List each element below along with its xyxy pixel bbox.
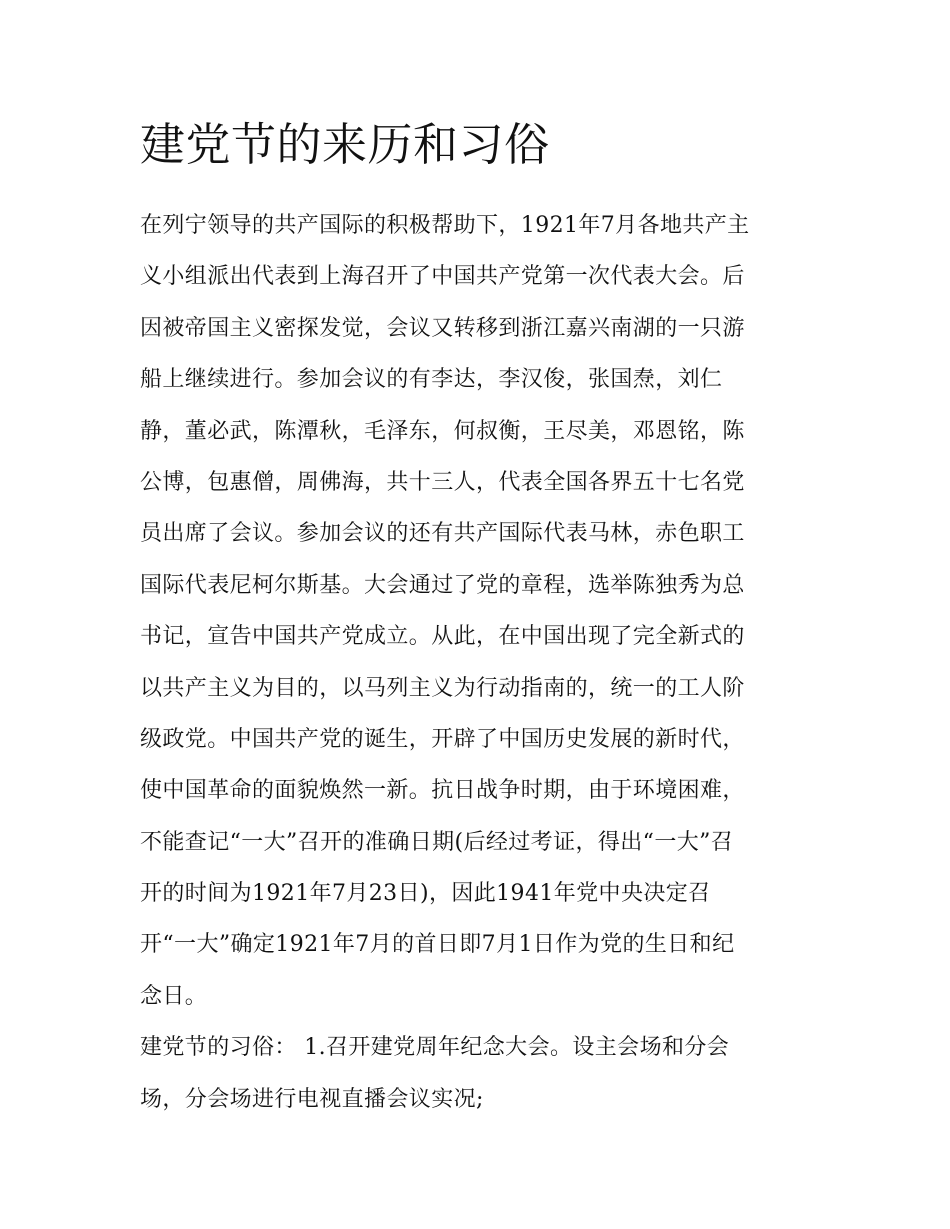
paragraph-line: 船上继续进行。参加会议的有李达，李汉俊，张国焘，刘仁 bbox=[140, 367, 723, 393]
paragraph-line: 因被帝国主义密探发觉，会议又转移到浙江嘉兴南湖的一只游 bbox=[140, 315, 745, 341]
paragraph-line: 书记，宣告中国共产党成立。从此，在中国出现了完全新式的 bbox=[140, 624, 745, 650]
paragraph-line: 场，分会场进行电视直播会议实况; bbox=[140, 1086, 484, 1112]
paragraph-line: 开“一大”确定1921年7月的首日即7月1日作为党的生日和纪 bbox=[140, 932, 735, 958]
document-title: 建党节的来历和习俗 bbox=[140, 118, 550, 171]
paragraph-line: 建党节的习俗： 1.召开建党周年纪念大会。设主会场和分会 bbox=[140, 1035, 730, 1061]
paragraph-line: 义小组派出代表到上海召开了中国共产党第一次代表大会。后 bbox=[140, 264, 745, 290]
paragraph-line: 不能查记“一大”召开的准确日期(后经过考证，得出“一大”召 bbox=[140, 829, 734, 855]
paragraph-line: 员出席了会议。参加会议的还有共产国际代表马林，赤色职工 bbox=[140, 521, 745, 547]
paragraph-line: 以共产主义为目的，以马列主义为行动指南的，统一的工人阶 bbox=[140, 675, 745, 701]
paragraph-line: 静，董必武，陈潭秋，毛泽东，何叔衡，王尽美，邓恩铭，陈 bbox=[140, 418, 745, 444]
paragraph-line: 使中国革命的面貌焕然一新。抗日战争时期，由于环境困难， bbox=[140, 778, 745, 804]
paragraph-line: 公博，包惠僧，周佛海，共十三人，代表全国各界五十七名党 bbox=[140, 469, 745, 495]
paragraph-line: 国际代表尼柯尔斯基。大会通过了党的章程，选举陈独秀为总 bbox=[140, 572, 745, 598]
paragraph-line: 开的时间为1921年7月23日)，因此1941年党中央决定召 bbox=[140, 881, 711, 907]
document-body bbox=[140, 200, 820, 1125]
paragraph-line: 念日。 bbox=[140, 983, 208, 1009]
paragraph-line: 在列宁领导的共产国际的积极帮助下，1921年7月各地共产主 bbox=[140, 213, 750, 238]
paragraph-line: 级政党。中国共产党的诞生，开辟了中国历史发展的新时代， bbox=[140, 726, 745, 752]
